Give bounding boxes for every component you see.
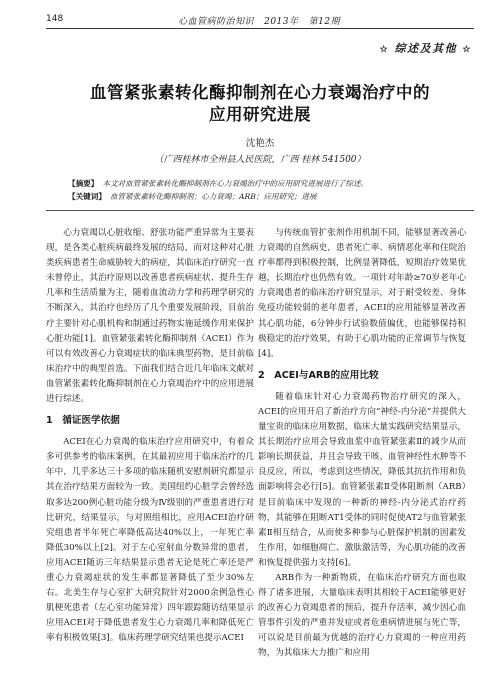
author-affiliation: （广西桂林市全州县人民医院，广西 桂林 541500） [154, 155, 366, 165]
evidence-paragraph: ACEI在心力衰竭的临床治疗应用研究中，有着众多可供参考的临床案例，在其最初应用于临床治疗的几年中，几乎多达三十多项的临床随机安慰剂研究都显示其在治疗结果方面较为一致。美国纽约心脏学会曾经选取多达200例心脏功能分级为Ⅳ级别的严重患者进行对比研究，结果显示，与对照组相比，应用ACEI治疗研究组患者半年死亡率降低高达40%以上，一年死亡率降低30%以上[2]。对于左心室射血分数异常的患者，应用ACEI随访三年结果显示患者无论是死亡率还是严重心力衰竭症状的发生率都显著降低了至少30%左右。北美生存与心室扩大研究院针对2000余例急性心肌梗死患者（左心室功能异常）四年跟踪随访结果显示应用ACEI对于降低患者发生心力衰竭几率和降低死亡率有积极效果[3]。临床药理学研究结果也提示ACEI [46, 437, 254, 644]
journal-name: 心血管病防治知识 [178, 17, 255, 27]
section-heading-1: 1 循证医学依据 [46, 415, 120, 427]
intro-paragraph: 心力衰竭以心脏收缩、舒张功能严重异常为主要表现，是各类心脏疾病最终发展的结局，而对这种对心脏类疾病患者生命威胁较大的病症，其临床治疗研究一直未曾停止，其治疗原则以改善患者疾病症状、提升生存几率和生活质量为主，随着血流动力学和药理学研究的不断深入，其治疗也经历了几个重要发展阶段，目前治疗主要针对心肌机构和制通过药物实施延缓作用来保护心脏功能[1]。血管紧张素转化酶抑制剂（ACEI）作为可以有效改善心力衰竭症状的临床典型药物，是目前临床治疗中的典型首选。下面我们结合近几年临床文献对血管紧张素转化酶抑制剂在心力衰竭治疗中的应用进展进行综述。 [46, 228, 254, 405]
article-title-line-1: 血管紧张素转化酶抑制剂在心力衰竭治疗中的 [90, 83, 430, 102]
star-icon: ☆ [379, 45, 390, 55]
journal-issue: 第12期 [308, 17, 341, 27]
abstract-line [68, 177, 450, 190]
comparison-paragraph: 随着临床针对心力衰竭药物治疗研究的深入，ACEI的应用开启了新治疗方向“神经-内分泌”并提供大量宝贵的临床应用数据，临床大量实践研究结果显示，其长期治疗应用会导致血浆中血管紧张素Ⅱ的减少从而影响长期获益，并且会导致干咳、血管神经性水肿等不良反应，所以，考虑到这些情况，降低其抗抗作用和负面影响将会必行[5]。血管紧张素Ⅱ受体阻断剂（ARB）是目前临床中发现的一种新的神经-内分泌式治疗药物，其能够在阻断AT1受体的同时促使AT2与血管紧张素Ⅱ相互结合，从而使多种参与心脏保护机制的因素发生作用，如细胞凋亡、激肽激活等，为心肌功能的改善和恢复提供强力支持[6]。 [258, 391, 466, 568]
keywords-line [68, 190, 450, 203]
continuation-paragraph: 与传统血管扩张剂作用机制不同，能够显著改善心力衰竭的自然病史，患者死亡率、病情恶化率和住院治疗率都得到积极控制，比例显著降低，短期治疗效果优越，长期治疗也仍然有效。一项针对年龄≥70岁老年心力衰竭患者的临床治疗研究显示，对于耐受较差、身体免疫功能较弱的老年患者，ACEI的应用能够显著改善其心肌功能，6分钟步行试验数值偏优，也能够保持积极稳定的治疗效果，有助于心肌功能的正常调节与恢复[4]。 [258, 228, 466, 359]
abstract-text: 本文对血管紧张素转化酶抑制剂在心力衰竭治疗中的应用研究进展进行了综述。 [102, 179, 369, 188]
keywords-label: 【关键词】 [68, 192, 106, 201]
section-heading-2: 2 ACEI与ARB的应用比较 [258, 369, 379, 381]
journal-header [178, 14, 340, 27]
journal-year: 2013年 [264, 17, 299, 27]
article-title [46, 82, 474, 126]
abstract-divider [46, 210, 474, 211]
keywords-text: 血管紧张素转化酶抑制剂；心力衰竭；ARB；应用研究；进展 [109, 192, 317, 201]
abstract-block [68, 177, 450, 203]
body-column-right [258, 226, 466, 662]
abstract-label: 【摘要】 [68, 179, 99, 188]
arb-paragraph: ARB作为一种新物质，在临床治疗研究方面也取得了诸多进展，大量临床表明其相较于ACEI能够更好的改善心力衰竭患者的预后，提升存活率，减少因心血管事件引发的严重并发症或者危重病情进展与死亡等，可以说是目前最为优越的治疗心力衰竭的一种应用药物，为其临床大力推广和应用 [258, 572, 466, 659]
star-icon: ☆ [462, 45, 472, 55]
article-title-line-2: 应用研究进展 [209, 105, 311, 124]
author-name: 沈艳杰 [245, 138, 275, 149]
section-tag [380, 40, 472, 56]
running-header [46, 14, 474, 28]
page-number: 148 [46, 14, 64, 24]
body-column-left [46, 226, 254, 646]
section-tag-label: 综述及其他 [394, 42, 458, 55]
header-divider [46, 28, 474, 29]
